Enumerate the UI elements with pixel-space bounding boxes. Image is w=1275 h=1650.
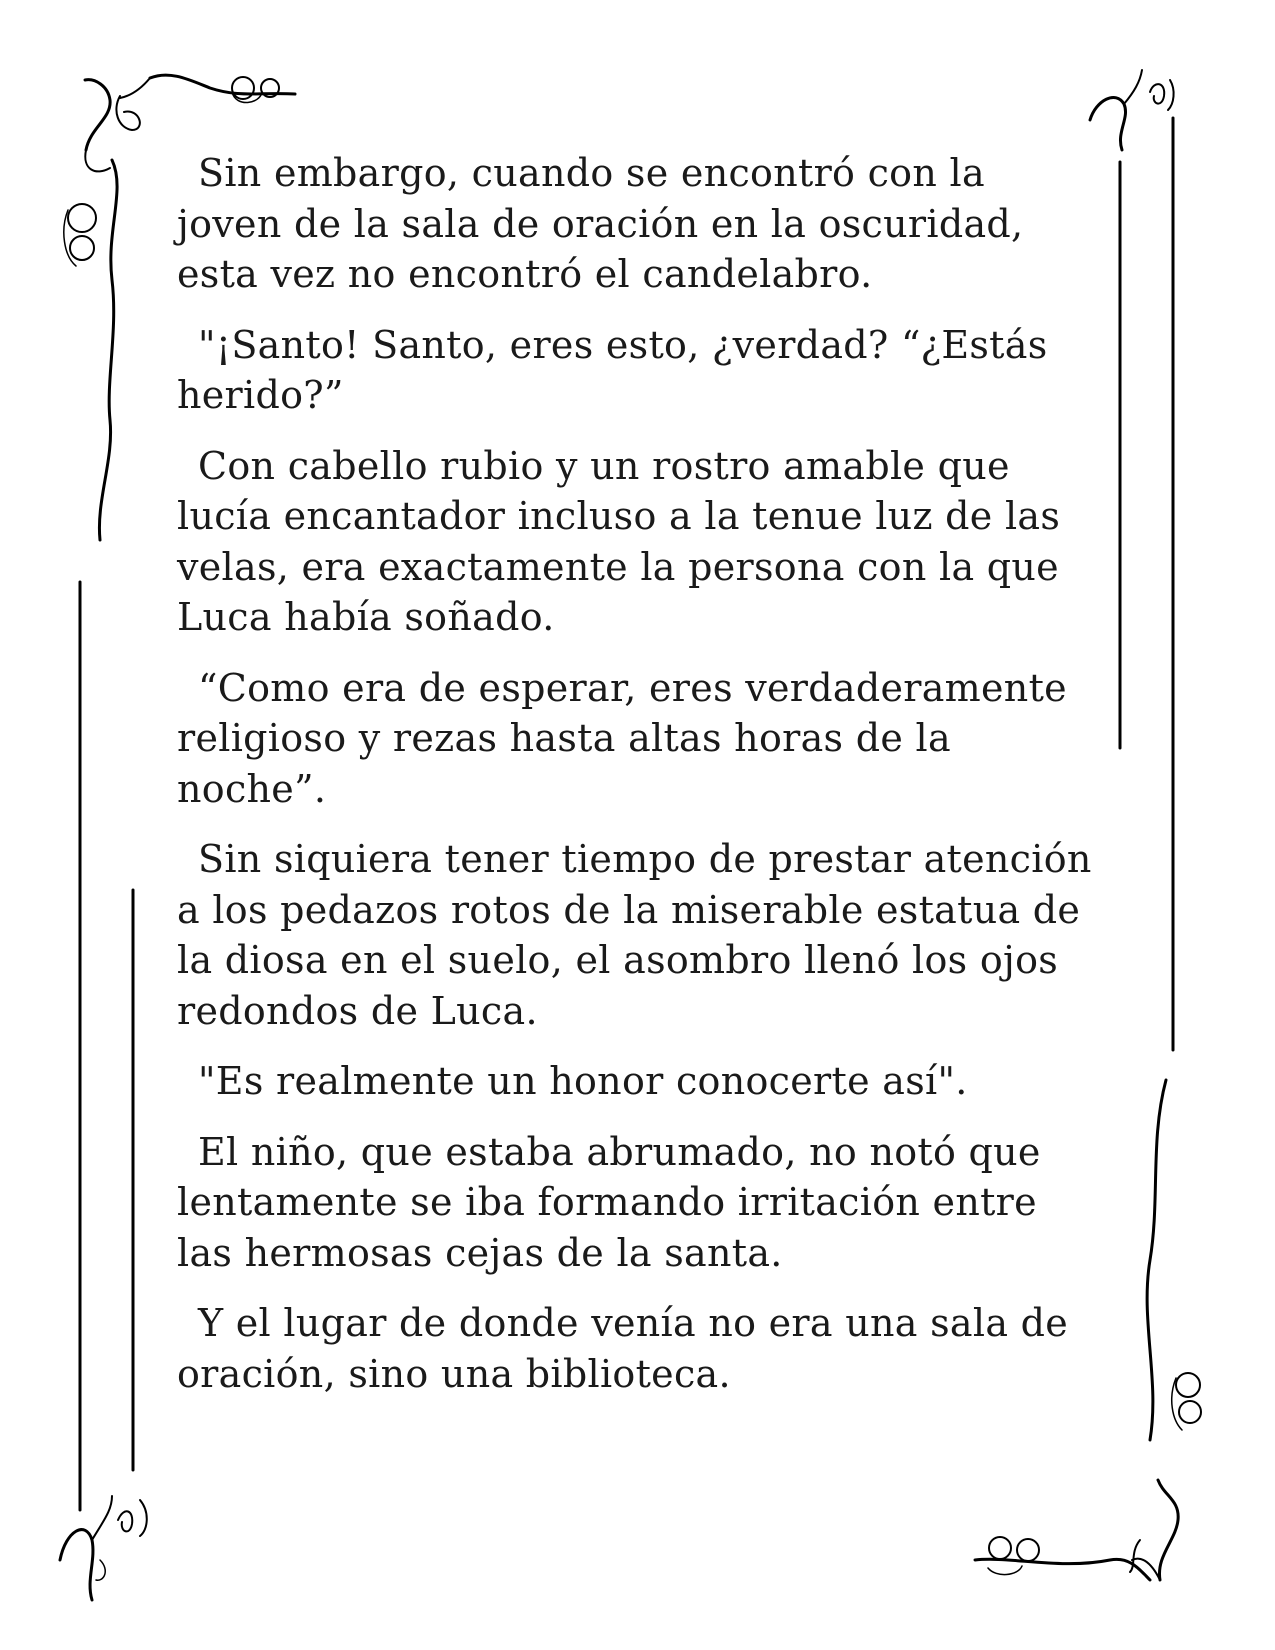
top-right-flourish-icon [1090, 70, 1174, 150]
paragraph-5: Sin siquiera tener tiempo de prestar atención a los pedazos rotos de la miserable estatua de la diosa en el suelo, el asombro llenó los ojos redondos de Luca. [177, 837, 1092, 1033]
paragraph-3: Con cabello rubio y un rostro amable que lucía encantador incluso a la tenue luz de las velas, era exactamente la persona con la que Luca había soñado. [177, 443, 1061, 639]
paragraph-8: Y el lugar de donde venía no era una sala de oración, sino una biblioteca. [177, 1301, 1069, 1396]
document-body [177, 148, 1097, 1419]
paragraph-2: "¡Santo! Santo, eres esto, ¿verdad? “¿Estás herido?” [177, 322, 1048, 417]
bottom-left-flourish-icon [60, 1496, 147, 1600]
paragraph-6: "Es realmente un honor conocerte así". [198, 1059, 968, 1103]
paragraph-4: “Como era de esperar, eres verdaderamente religioso y rezas hasta altas horas de la noche”. [177, 665, 1067, 811]
paragraph-7: El niño, que estaba abrumado, no notó que lentamente se iba formando irritación entre las hermosas cejas de la santa. [177, 1129, 1041, 1275]
paragraph-1: Sin embargo, cuando se encontró con la joven de la sala de oración en la oscuridad, esta vez no encontró el candelabro. [177, 151, 1024, 296]
